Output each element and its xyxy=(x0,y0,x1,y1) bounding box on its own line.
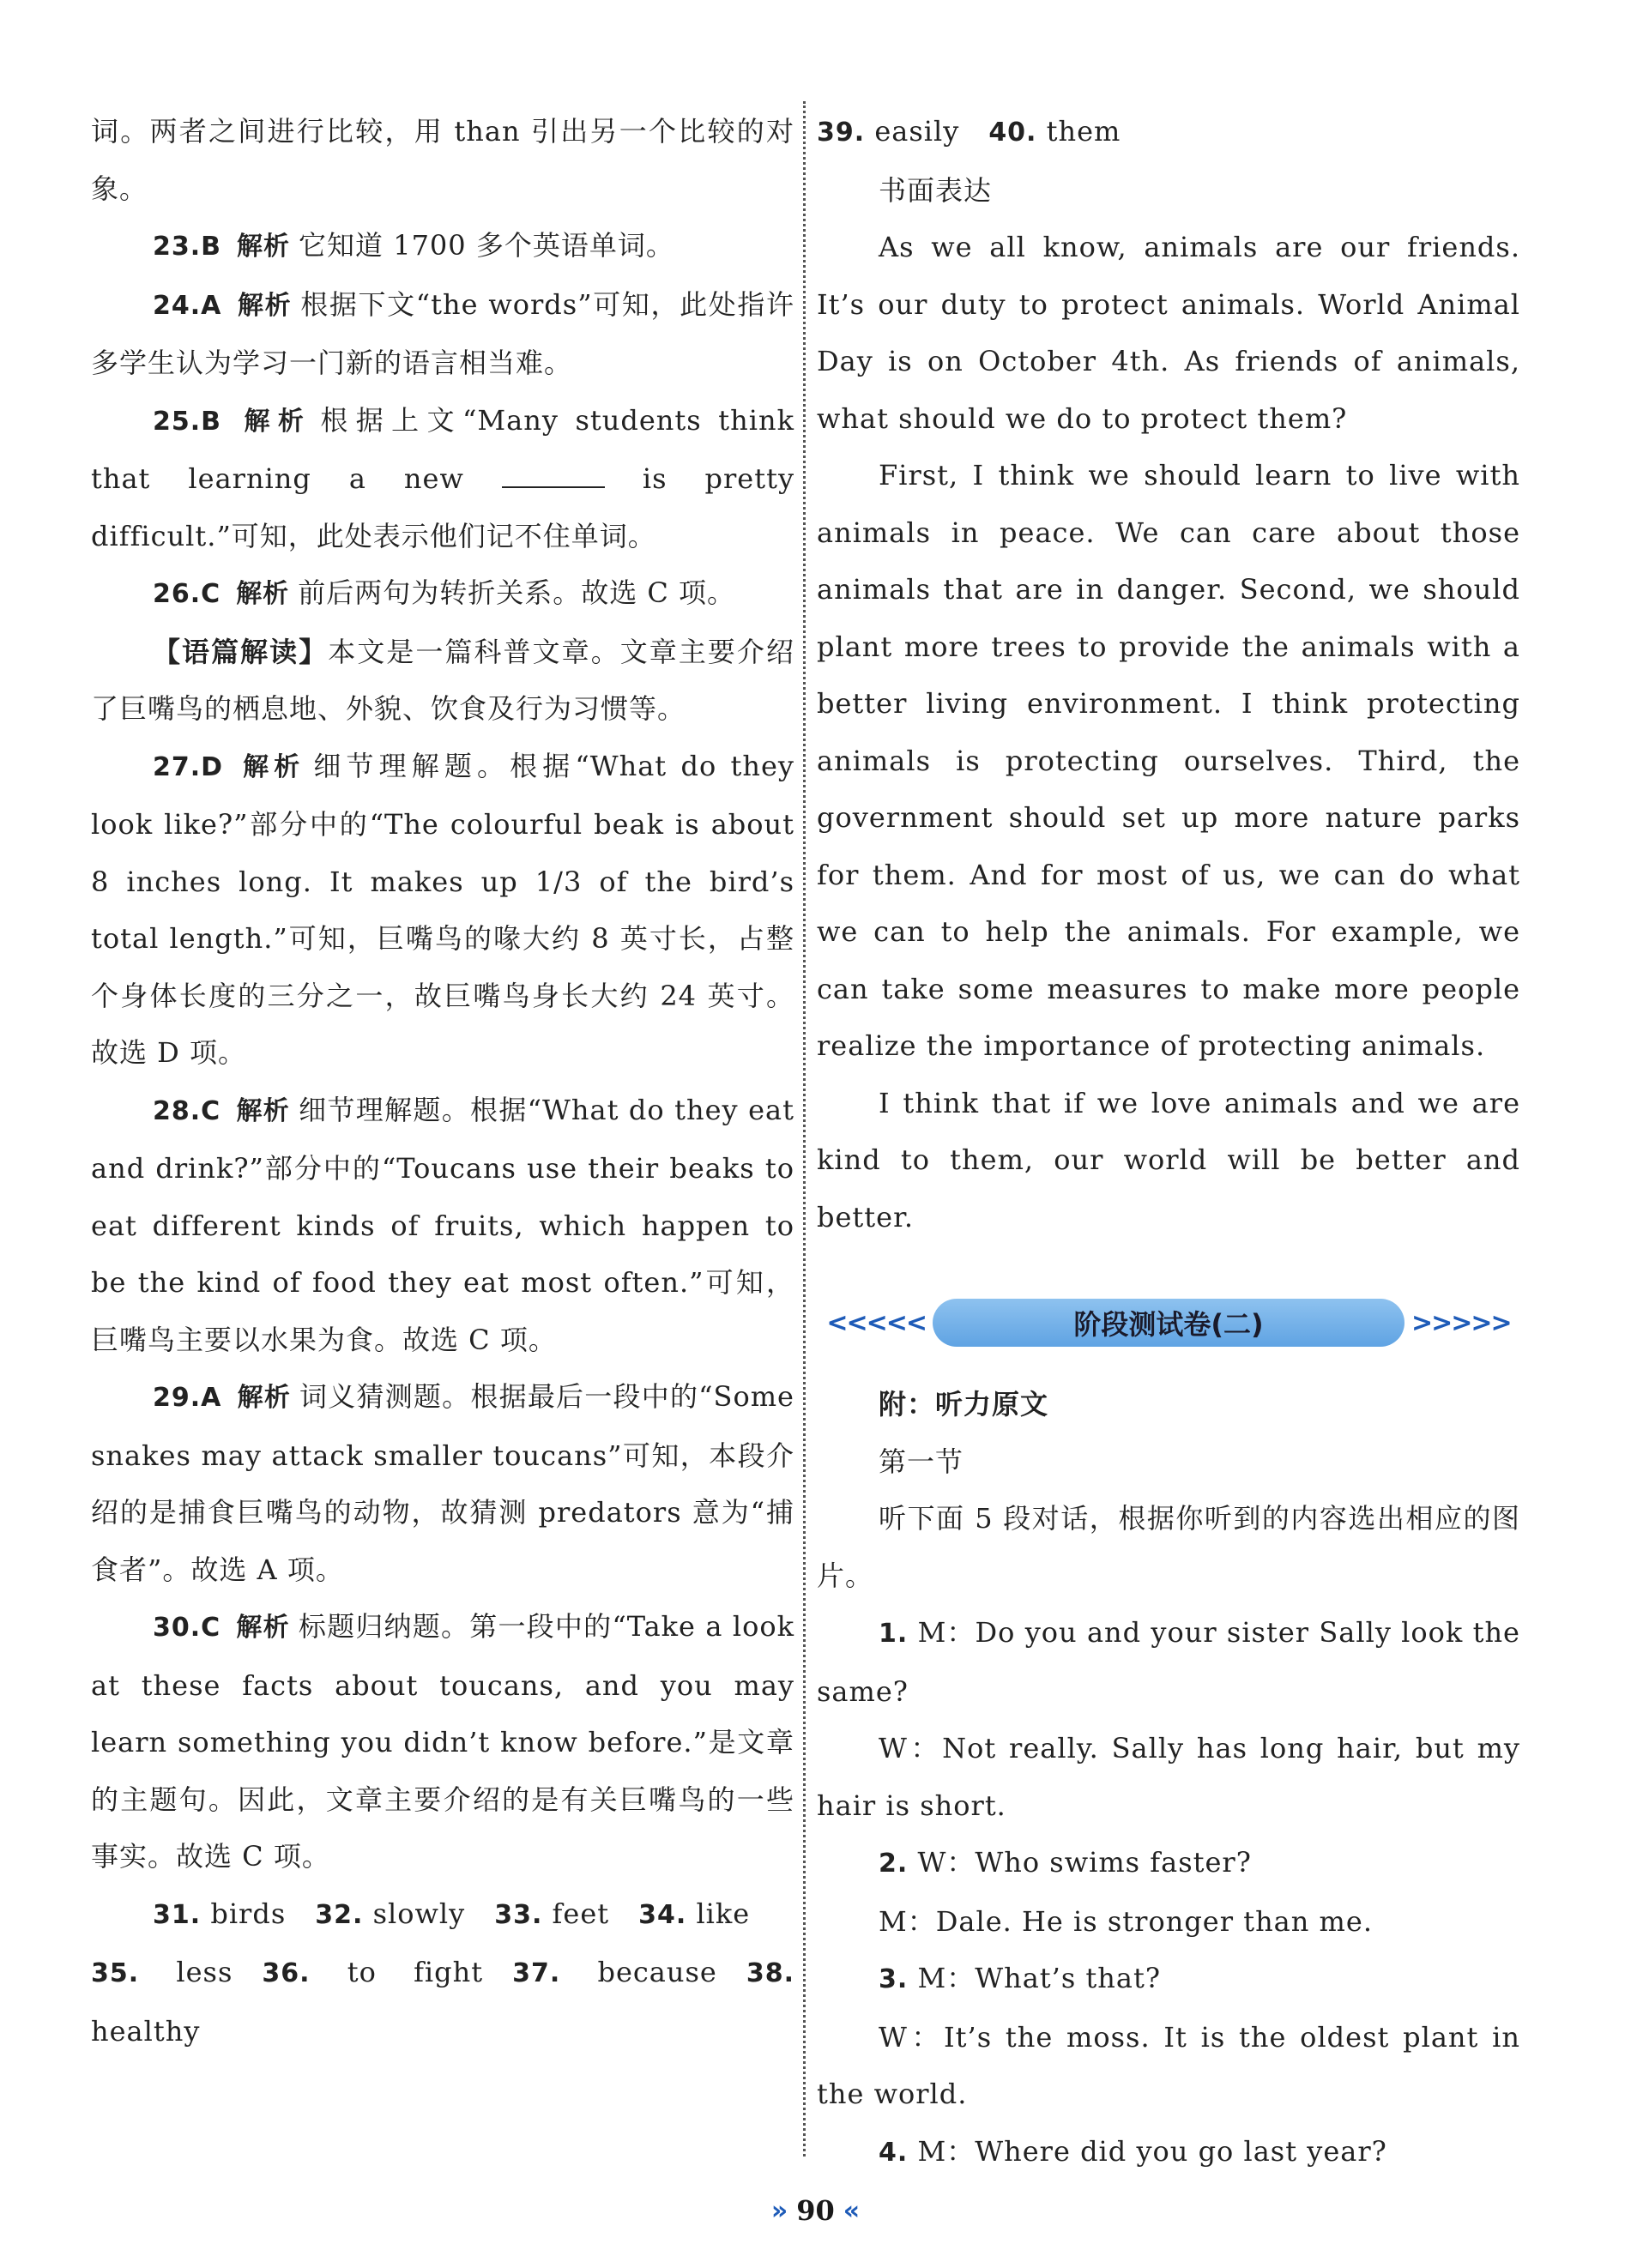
answer-35: 35. less xyxy=(91,1956,233,1988)
left-arrows-icon: <<<<< xyxy=(826,1307,926,1338)
page-footer xyxy=(0,2194,1631,2227)
answers-39-40 xyxy=(817,103,1520,162)
left-column xyxy=(91,103,794,2060)
dialogue-line: 1. M：Do you and your sister Sally look the same? xyxy=(817,1616,1520,1708)
section-banner xyxy=(817,1280,1520,1366)
answer-25: 25.B 解析 根据上文“Many students think that learning a new is pretty difficult.”可知，此处表示他们记不住单词。 xyxy=(91,403,795,552)
answer-29: 29.A 解析 词义猜测题。根据最后一段中的“Some snakes may attack smaller toucans”可知，本段介绍的是捕食巨嘴鸟的动物，故猜测 predators 意为“捕食者”。故选 A 项。 xyxy=(91,1380,794,1586)
reading-analysis: 【语篇解读】本文是一篇科普文章。文章主要介绍了巨嘴鸟的栖息地、外貌、饮食及行为习惯等。 xyxy=(91,635,794,725)
essay-paragraph-1: As we all know, animals are our friends. It’s our duty to protect animals. World Animal Day is on October 4th. As friends of animals, what should we do to protect them? xyxy=(817,231,1520,435)
reading-analysis-label: 【语篇解读】 xyxy=(153,635,329,668)
dialogue-line: 4. M：Where did you go last year? xyxy=(879,2134,1387,2168)
answer-27: 27.D 解析 细节理解题。根据“What do they look like?”部分中的“The colourful beak is about 8 inches long. It makes up 1/3 of the bird’s total length.”可知，巨嘴鸟的喙大约 8 英寸长，占整个身体长度的三分之一，故巨嘴鸟身长大约 24 英寸。故选 D 项。 xyxy=(91,749,794,1069)
writing-heading: 书面表达 xyxy=(879,173,993,207)
answer-30: 30.C 解析 标题归纳题。第一段中的“Take a look at these facts about toucans, and you may learn something you didn’t know before.”是文章的主题句。因此，文章主要介绍的是有关巨嘴鸟的一些事实。故选 C 项。 xyxy=(91,1610,794,1873)
essay-paragraph-2: First, I think we should learn to live with animals in peace. We can care about those animals that are in danger. Second, we should plant more trees to provide the animals with a better living environment. I think protecting animals is protecting ourselves. Third, the government should set up more nature parks for them. And for most of us, we can do what we can to help the animals. For example, we can take some measures to make more people realize the importance of protecting animals. xyxy=(817,459,1520,1062)
section-banner-title: 阶段测试卷(二) xyxy=(933,1299,1404,1347)
answer-34: 34. like xyxy=(638,1897,751,1930)
dialogue-line: W：It’s the moss. It is the oldest plant in the world. xyxy=(817,2020,1520,2110)
answer-31: 31. birds xyxy=(153,1897,287,1930)
answer-38: 38. healthy xyxy=(91,1958,794,2048)
right-chevron-icon: « xyxy=(843,2195,861,2226)
appendix-heading: 附：听力原文 xyxy=(879,1388,1049,1421)
dialogue-line: 3. M：What’s that? xyxy=(879,1962,1161,1994)
answer-32: 32. slowly xyxy=(315,1897,466,1930)
right-arrows-icon: >>>>> xyxy=(1411,1307,1511,1338)
essay-paragraph-3: I think that if we love animals and we are kind to them, our world will be better and better. xyxy=(817,1086,1520,1234)
right-column xyxy=(817,103,1520,2181)
answers-31-34 xyxy=(91,1885,794,1945)
answer-23: 23.B 解析 它知道 1700 多个英语单词。 xyxy=(153,229,674,262)
dialogue-line: 2. W：Who swims faster? xyxy=(879,1846,1252,1879)
section-heading: 第一节 xyxy=(879,1445,964,1478)
answer-36: 36. to fight xyxy=(262,1956,484,1988)
answer-33: 33. feet xyxy=(494,1897,610,1930)
fill-blank xyxy=(502,461,605,488)
left-chevron-icon: » xyxy=(770,2195,788,2226)
listening-instruction: 听下面 5 段对话，根据你听到的内容选出相应的图片。 xyxy=(817,1502,1520,1592)
page-number: 90 xyxy=(796,2194,835,2227)
answer-40: 40. them xyxy=(988,115,1121,148)
answer-26: 26.C 解析 前后两句为转折关系。故选 C 项。 xyxy=(153,576,736,609)
answer-28: 28.C 解析 细节理解题。根据“What do they eat and drink?”部分中的“Toucans use their beaks to eat different kinds of fruits, which happen to be the kind of food they eat most often.”可知，巨嘴鸟主要以水果为食。故选 C 项。 xyxy=(91,1093,794,1356)
answer-39: 39. easily xyxy=(817,115,960,148)
answer-24: 24.A 解析 根据下文“the words”可知，此处指许多学生认为学习一门新的语言相当难。 xyxy=(91,287,794,379)
dialogue-line: W：Not really. Sally has long hair, but my hair is short. xyxy=(817,1732,1520,1822)
answer-37: 37. because xyxy=(512,1956,717,1988)
answers-35-38 xyxy=(91,1944,794,2060)
column-divider xyxy=(803,101,806,2156)
continuation-text: 词。两者之间进行比较，用 than 引出另一个比较的对象。 xyxy=(91,115,794,205)
dialogue-line: M：Dale. He is stronger than me. xyxy=(879,1904,1373,1938)
